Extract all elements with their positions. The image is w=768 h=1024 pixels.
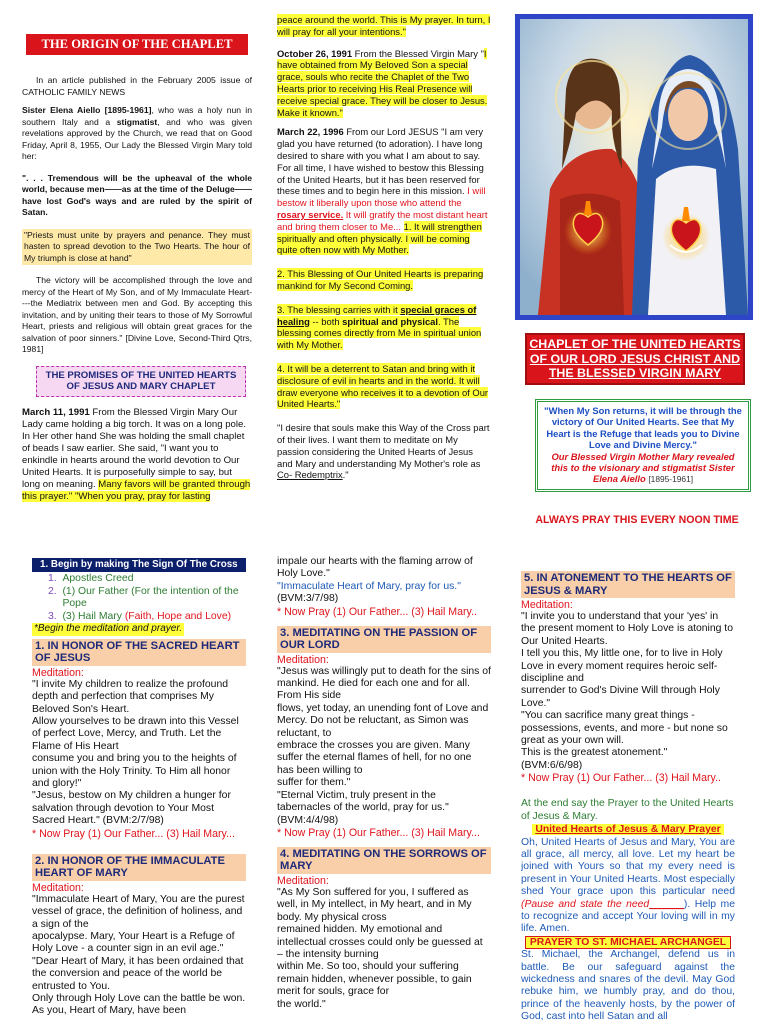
desire-text: "I desire that souls make this Way of the Cross part of their lives. I want them to meditate on My passion considering the United Hearts of Jesus and Mary and understanding My Mother's role as [277, 422, 490, 469]
uh-blank: ______ [649, 898, 684, 910]
quote-credit [542, 451, 744, 486]
stigmatist-word: stigmatist [116, 116, 158, 127]
section-5-heading: 5. IN ATONEMENT TO THE HEARTS OF JESUS & MARY [521, 571, 735, 598]
march-1996-red-a: I will bestow it liberally upon those who attend the [277, 185, 486, 209]
section-2-heading: 2. IN HONOR OF THE IMMACULATE HEART OF MARY [32, 854, 246, 881]
intro-paragraph: In an article published in the February 2005 issue of CATHOLIC FAMILY NEWS [22, 75, 252, 97]
top-middle-column [277, 14, 491, 504]
faith-hope-love: (Faith, Hope and Love) [124, 610, 232, 622]
march-1991-paragraph [22, 407, 252, 503]
section-5-text: "I invite you to understand that your 'yes' in the present moment to Holy Love is atoning to Our United Hearts. I tell you this, My little one, for to live in Holy Love in every moment requires heroic self-discipline and surrender to God's Divine Will through Holy Love." "You can sacrifice many great things - possessions, events, and more - but none so great as your own will. This is the greatest atonement." (BVM:6/6/98) [521, 611, 733, 771]
priests-quote: "Priests must unite by prayers and penance. They must hasten to spread devotion to the Two Hearts. The hour of My triumph is close at hand" [22, 229, 252, 266]
credit-years: [1895-1961] [648, 474, 694, 485]
step-apostles-creed: 1. Apostles Creed [48, 573, 134, 585]
promise-3-e: . The blessing comes directly from Me in spiritual union with My Mother. [277, 315, 482, 351]
top-left-column [22, 34, 252, 504]
section-1-meditation-label: Meditation: [32, 666, 84, 679]
hail-mary-text: (3) Hail Mary [62, 610, 125, 622]
march-1991-highlight: Many favors will be granted through this prayer." "When you pray, pray for lasting [22, 478, 251, 502]
march-1996-paragraph [277, 126, 491, 256]
promise-3 [277, 304, 491, 351]
october-text: From the Blessed Virgin Mary " [352, 47, 484, 59]
promise-4: 4. It will be a deterrent to Satan and bring with it disclosure of evil in hearts and in the world. It will draw everyone who receives it to a devotion of Our United Hearts." [277, 362, 489, 410]
credit-text: Our Blessed Virgin Mother Mary revealed this to the visionary and stigmatist Sister Elena Aiello [551, 450, 735, 485]
uh-text-b: ). Help me to recognize and accept Your loving will in my life. Amen. [521, 898, 735, 935]
rosary-service: rosary service. [277, 208, 344, 220]
bottom-left-column [32, 558, 246, 1024]
st-michael-prayer: St. Michael, the Archangel, defend us in battle. Be our safeguard against the wickedness and snares of the devil. May God rebuke him, we humbly pray, and do thou, prince of the heavenly hosts, by the power of God, cast into hell Satan and all [521, 949, 735, 1023]
continued-blue: "Immaculate Heart of Mary, pray for us." [277, 580, 461, 592]
section-5-meditation-label: Meditation: [521, 599, 573, 611]
step-our-father: 2. (1) Our Father (For the intention of the Pope [48, 585, 239, 610]
united-hearts-prayer [521, 837, 735, 936]
march-1996-red-b: It will gratify the most distant heart and bring them closer to Me... [277, 208, 488, 232]
continued-text: impale our hearts with the flaming arrow of Holy Love." [277, 556, 473, 580]
section-3-meditation-label: Meditation: [277, 653, 329, 666]
promise-3-c: -- both [309, 315, 343, 327]
nun-text-b: , and who was given revelations approved by the Church, we read that on Good Friday, April 8, 1955, Our Lady the Blessed Virgin Mary told her: [22, 116, 252, 161]
begin-sign-of-cross: 1. Begin by making The Sign Of The Cross [32, 558, 246, 572]
chaplet-banner: CHAPLET OF THE UNITED HEARTS OF OUR LORD JESUS CHRIST AND THE BLESSED VIRGIN MARY [525, 333, 745, 385]
promise-3-spiritual: spiritual and physical [342, 315, 439, 327]
sister-elena-paragraph [22, 105, 252, 163]
section-4-text: "As My Son suffered for you, I suffered as well, in My intellect, in My heart, and in My body. My physical cross remained hidden. My emotional and intellectual crosses could only be guessed at – the intensity burning within Me. So too, should your suffering remain hidden, whenever possible, to gain merit for souls, grace for the world." [277, 886, 483, 1010]
promise-3-healing: special graces of healing [277, 303, 477, 327]
uh-pause: (Pause and state the need [521, 898, 650, 910]
at-the-end: At the end say the Prayer to the United Hearts of Jesus & Mary. [521, 798, 734, 822]
march-1996-highlight: 1. It will strengthen spiritually and often physically. I will be coming quite often now with My Mother. [277, 220, 482, 256]
section-1-text: "I invite My children to realize the profound depth and perfection that comprises My Beloved Son's Heart. Allow yourselves to be drawn into this Vessel of perfect Love, Mercy, and Truth. Let the Flame of His Heart consume you and bring you to the heights of union with the Holy Trinity. To Him all honor and glory!" "Jesus, bestow on My children a hunger for salvation through devotion to Your Most Sacred Heart." (BVM:2/7/98) [32, 678, 239, 827]
quote-text: "When My Son returns, it will be through the victory of Our United Hearts. See that My Heart is the Refuge that leads you to Divine Love and Divine Mercy." [544, 405, 742, 451]
nun-name: Sister Elena Aiello [1895-1961] [22, 105, 152, 115]
bottom-middle-column [277, 556, 491, 1024]
continued-highlight: peace around the world. This is My prayer. In turn, I will pray for all your intentions." [277, 14, 491, 37]
section-5-now-pray: * Now Pray (1) Our Father... (3) Hail Mary.. [521, 772, 721, 785]
march-1991-text: From the Blessed Virgin Mary Our Lady came holding a big torch. It was on a long pole. In Her other hand She was holding the small chaplet of beads I saw earlier. She said, "I want you to enkindle in hearts around the world devotion to Our United Hearts. It is purposefully simple to say, but long on meaning. [22, 406, 246, 490]
sacred-hearts-illustration [520, 19, 748, 315]
noon-reminder: ALWAYS PRAY THIS EVERY NOON TIME [535, 514, 739, 526]
quote-box [535, 399, 751, 492]
section-1-heading: 1. IN HONOR OF THE SACRED HEART OF JESUS [32, 639, 246, 666]
october-1991-date: October 26, 1991 [277, 47, 353, 59]
bottom-right-column [521, 571, 735, 1024]
tremendous-quote: ". . . Tremendous will be the upheaval of the whole world, because men——as at the time of the Deluge——have lost God's ways and are ruled by the spirit of Satan. [22, 172, 252, 217]
coredemptrix: Co- Redemptrix [277, 469, 343, 481]
march-1991-date: March 11, 1991 [22, 406, 90, 418]
october-1991-paragraph [277, 48, 491, 119]
section-2-text: "Immaculate Heart of Mary, You are the purest vessel of grace, the definition of holiness, and a sign of the apocalypse. Mary, Your Heart is a Refuge of Holy Love - a counter sign in an evil age." "Dear Heart of Mary, it has been ordained that the conversion and peace of the world be entrusted to You. Only through Holy Love can the battle be won. As you, Heart of Mary, have been [32, 893, 246, 1017]
st-michael-title: PRAYER TO ST. MICHAEL ARCHANGEL [525, 936, 731, 949]
uh-text-a: Oh, United Hearts of Jesus and Mary, You are all grace, all mercy, all love. Let my heart be joined with Yours so that my every need is present in Your United Hearts. Most especially shed Your grace upon this particular need [521, 836, 735, 898]
section-3-now-pray: * Now Pray (1) Our Father... (3) Hail Mary... [277, 826, 480, 839]
nun-text-a: , who was a holy nun in southern Italy and a [22, 105, 252, 127]
section-2-now-pray: * Now Pray (1) Our Father... (3) Hail Mary.. [277, 605, 477, 618]
step-hail-mary: 3. (3) Hail Mary (Faith, Hope and Love) [48, 610, 232, 622]
origin-title: THE ORIGIN OF THE CHAPLET [26, 34, 248, 55]
section-1-now-pray: * Now Pray (1) Our Father... (3) Hail Mary... [32, 827, 235, 840]
top-right-column [513, 14, 753, 534]
united-hearts-prayer-title: United Hearts of Jesus & Mary Prayer [532, 824, 723, 835]
victory-paragraph: The victory will be accomplished through the love and mercy of the Heart of My Son, and of My Immaculate Heart----the Mediatrix between men and God. By accepting this invitation, and by uniting their tears to those of My Sorrowful Heart, priests and religious will obtain great graces for the salvation of poor sinners." [Divine Love, Second-Third Qtrs, 1981] [22, 275, 252, 354]
promises-box: THE PROMISES OF THE UNITED HEARTS OF JESUS AND MARY CHAPLET [36, 366, 246, 397]
march-1996-text: From our Lord JESUS "I am very glad you have returned (to adoration). I have long desired to share with you what I am about to say. For all time, I have wished to bestow this Blessing of the United Hearts, but it has been reserved for these times and to begin here in this mission. [277, 126, 484, 197]
begin-meditation: *Begin the meditation and prayer. [34, 623, 183, 635]
section-3-heading: 3. MEDITATING ON THE PASSION OF OUR LORD [277, 626, 491, 653]
march-1996-date: March 22, 1996 [277, 126, 344, 138]
way-of-cross-paragraph [277, 422, 491, 481]
continued-date: (BVM:3/7/98) [277, 593, 339, 605]
promise-3-a: 3. The blessing carries with it [277, 303, 401, 315]
october-highlight: I have obtained from My Beloved Son a special grace, souls who recite the Chaplet of the Two Hearts prior to receiving His Real Presence will receive special grace. They will be closer to Jesus. Make it known." [277, 47, 488, 118]
section-3-text: "Jesus was willingly put to death for the sins of mankind. He died for each one and for all. From His side flows, yet today, an unending font of Love and Mercy. Do not be reluctant, as Simon was reluctant, to embrace the crosses you are given. Many suffer the eternal flames of hell, for no one has been willing to suffer for them." "Eternal Victim, truly present in the tabernacles of the world, pray for us." (BVM:4/4/98) [277, 665, 491, 826]
section-2-meditation-label: Meditation: [32, 881, 84, 894]
holy-hearts-image [515, 14, 753, 320]
desire-end: ." [342, 469, 349, 481]
section-4-meditation-label: Meditation: [277, 874, 329, 887]
section-4-heading: 4. MEDITATING ON THE SORROWS OF MARY [277, 847, 491, 874]
promise-2: 2. This Blessing of Our United Hearts is preparing mankind for My Second Coming. [277, 268, 484, 291]
